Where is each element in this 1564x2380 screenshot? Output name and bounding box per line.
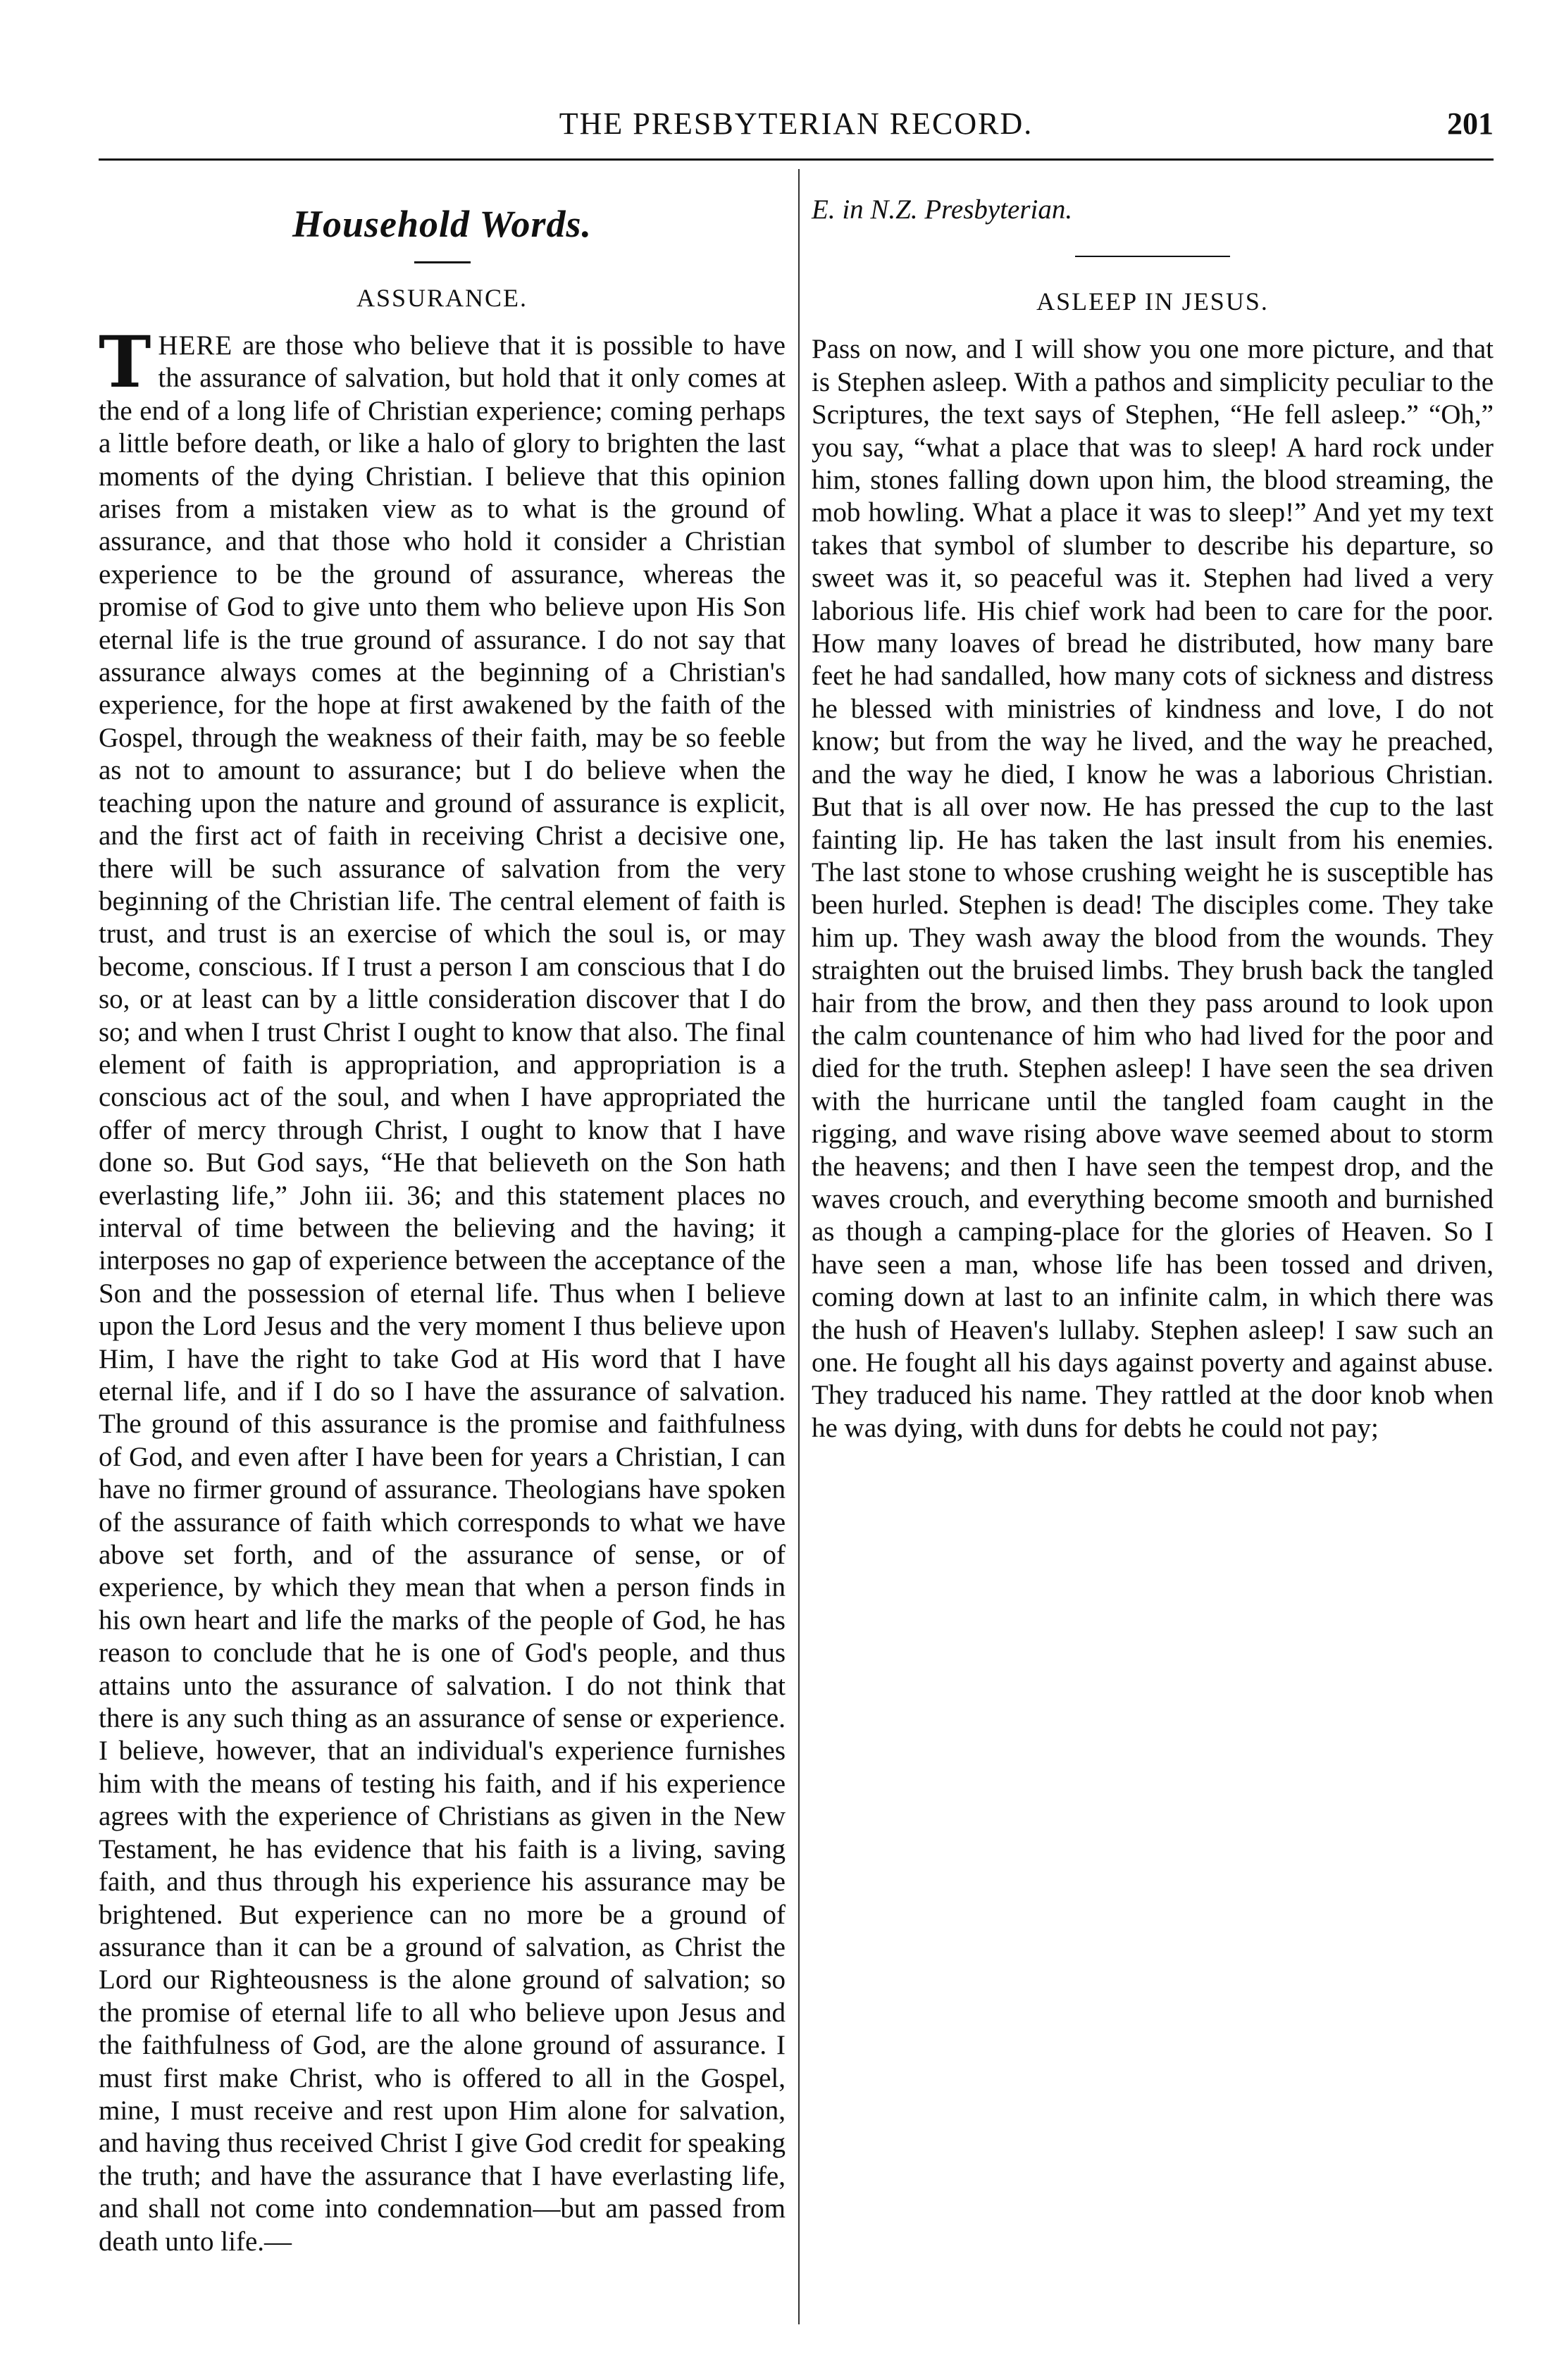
header-rule bbox=[99, 158, 1494, 161]
left-column bbox=[99, 194, 786, 2258]
section-rule bbox=[414, 261, 471, 263]
byline: E. in N.Z. Presbyterian. bbox=[812, 194, 1073, 225]
page-number: 201 bbox=[1447, 106, 1494, 141]
article-end-rule bbox=[1075, 256, 1230, 257]
running-head bbox=[99, 106, 1494, 148]
section-heading: Household Words. bbox=[292, 203, 592, 245]
first-word: HERE bbox=[158, 330, 233, 361]
article-text: are those who believe that it is possible to have the assurance of salvation, but hold that it only comes at the end of a long life of Christian experience; coming perhaps a little before death, or like a halo of glory to brighten the last moments of the dying Christian. I believe that this opinion arises from a mistaken view as to what is the ground of assurance, and that those who hold it consider a Christian experience to be the ground of assurance, whereas the promise of God to give unto them who believe upon His Son eternal life is the true ground of assurance. I do not say that assurance always comes at the beginning of a Christian's experience, for the hope at first awakened by the faith of the Gospel, through the weakness of their faith, may be so feeble as not to amount to assurance; but I do believe when the teaching upon the nature and ground of assurance is explicit, and the first act of faith in receiving Christ a decisive one, there will be such assurance of salvation from the very beginning of the Christian life. The central element of faith is trust, and trust is an exercise of which the soul is, or may become, conscious. If I trust a person I am conscious that I do so, or at least can by a little consideration discover that I do so; and when I trust Christ I ought to know that also. The final element of faith is appropriation, and appropriation is a conscious act of the soul, and when I have appropriated the offer of mercy through Christ, I ought to know that I have done so. But God says, “He that believeth on the Son hath everlasting life,” John iii. 36; and this statement places no interval of time between the believing and the having; it interposes no gap of experience between the acceptance of the Son and the possession of eternal life. Thus when I believe upon the Lord Jesus and the very moment I thus believe upon Him, I have the right to take God at His word that I have eternal life, and if I do so I have the assurance of salvation. The ground of this assurance is the promise and faithfulness of God, and even after I have been for years a Christian, I can have no firmer ground of assurance. Theologians have spoken of the assurance of faith which corresponds to what we have above set forth, and of the assurance of sense, or of experience, by which they mean that when a person finds in his own heart and life the marks of the people of God, he has reason to conclude that he is one of God's people, and thus attains unto the assurance of salvation. I do not think that there is any such thing as an assurance of sense or experience. I believe, however, that an individual's experience furnishes him with the means of testing his faith, and if his experience agrees with the experience of Christians as given in the New Testament, he has evidence that his faith is a living, saving faith, and thus through his experience his assurance may be brightened. But experience can no more be a ground of assurance than it can be a ground of salvation, as Christ the Lord our Righteousness is the alone ground of salvation; so the promise of eternal life to all who believe upon Jesus and the faithfulness of God, are the alone ground of assurance. I must first make Christ, who is offered to all in the Gospel, mine, I must receive and rest upon Him alone for salvation, and having thus received Christ I give God credit for speaking the truth; and have the assurance that I have everlasting life, and shall not come into condemnation—but am passed from death unto life.— bbox=[99, 330, 786, 2257]
article-body-asleep: Pass on now, and I will show you one more picture, and that is Stephen asleep. With a pathos and simplicity peculiar to the Scriptures, the text says of Stephen, “He fell asleep.” “Oh,” you say, “what a place that was to sleep! A hard rock under him, stones falling down upon him, the blood streaming, the mob howling. What a place it was to sleep!” And yet my text takes that symbol of slumber to describe his departure, so sweet was it, so peaceful was it. Stephen had lived a very laborious life. His chief work had been to care for the poor. How many loaves of bread he distributed, how many bare feet he had sandalled, how many cots of sickness and distress he blessed with ministries of kindness and love, I do not know; but from the way he lived, and the way he preached, and the way he died, I know he was a laborious Christian. But that is all over now. He has pressed the cup to the last fainting lip. He has taken the last insult from his enemies. The last stone to whose crushing weight he is susceptible has been hurled. Stephen is dead! The disciples come. They take him up. They wash away the blood from the wounds. They straighten out the bruised limbs. They brush back the tangled hair from the brow, and then they pass around to look upon the calm countenance of him who had lived for the poor and died for the truth. Stephen asleep! I have seen the sea driven with the hurricane until the tangled foam caught in the rigging, and wave rising above wave seemed about to storm the heavens; and then I have seen the tempest drop, and the waves crouch, and everything become smooth and burnished as though a camping-place for the glories of Heaven. So I have seen a man, whose life has been tossed and driven, coming down at last to an infinite calm, in which there was the hush of Heaven's lullaby. Stephen asleep! I saw such an one. He fought all his days against poverty and against abuse. They traduced his name. They rattled at the door knob when he was dying, with duns for debts he could not pay; bbox=[812, 334, 1494, 1443]
article-body-assurance bbox=[99, 320, 786, 2258]
article-continuation-assurance bbox=[812, 194, 1494, 226]
right-column bbox=[812, 194, 1494, 1445]
article-title-assurance: ASSURANCE. bbox=[356, 284, 528, 312]
article-title-asleep: ASLEEP IN JESUS. bbox=[1036, 287, 1269, 316]
masthead-title: THE PRESBYTERIAN RECORD. bbox=[559, 106, 1034, 141]
drop-cap: T bbox=[99, 320, 151, 404]
column-divider bbox=[798, 169, 800, 2324]
